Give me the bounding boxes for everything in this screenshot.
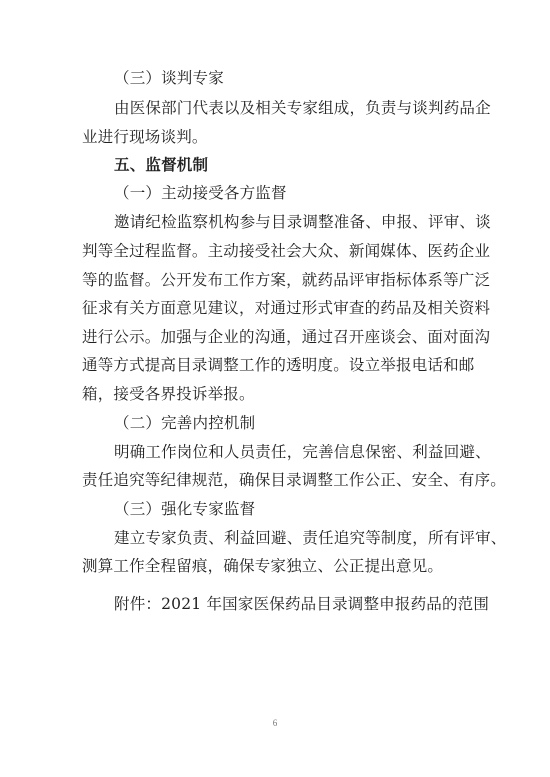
paragraph-line: 进行公示。加强与企业的沟通，通过召开座谈会、面对面沟	[82, 328, 491, 346]
paragraph-line: 由医保部门代表以及相关专家组成，负责与谈判药品企	[114, 99, 491, 117]
paragraph-line: 判等全过程监督。主动接受社会大众、新闻媒体、医药企业	[82, 242, 491, 260]
paragraph-line: 测算工作全程留痕，确保专家独立、公正提出意见。	[82, 557, 444, 575]
subheading-expert-supervision: （三）强化专家监督	[114, 500, 256, 518]
paragraph-line: 邀请纪检监察机构参与目录调整准备、申报、评审、谈	[114, 213, 491, 231]
paragraph-line: 责任追究等纪律规范，确保目录调整工作公正、安全、有序。	[82, 471, 506, 489]
attachment-note: 附件：2021 年国家医保药品目录调整申报药品的范围	[114, 595, 490, 613]
subheading-internal-control: （二）完善内控机制	[114, 414, 256, 432]
section-heading-supervision: 五、监督机制	[114, 156, 209, 174]
subheading-negotiation-experts: （三）谈判专家	[114, 69, 224, 87]
paragraph-line: 征求有关方面意见建议，对通过形式审查的药品及相关资料	[82, 299, 491, 317]
page-number: 6	[272, 718, 278, 728]
paragraph-line: 业进行现场谈判。	[82, 128, 208, 146]
paragraph-line: 等的监督。公开发布工作方案，就药品评审指标体系等广泛	[82, 271, 491, 289]
paragraph-line: 箱，接受各界投诉举报。	[82, 385, 255, 403]
paragraph-line: 通等方式提高目录调整工作的透明度。设立举报电话和邮	[82, 356, 475, 374]
paragraph-line: 建立专家负责、利益回避、责任追究等制度，所有评审、	[114, 529, 507, 547]
paragraph-line: 明确工作岗位和人员责任，完善信息保密、利益回避、	[114, 443, 491, 461]
subheading-external-supervision: （一）主动接受各方监督	[114, 184, 287, 202]
